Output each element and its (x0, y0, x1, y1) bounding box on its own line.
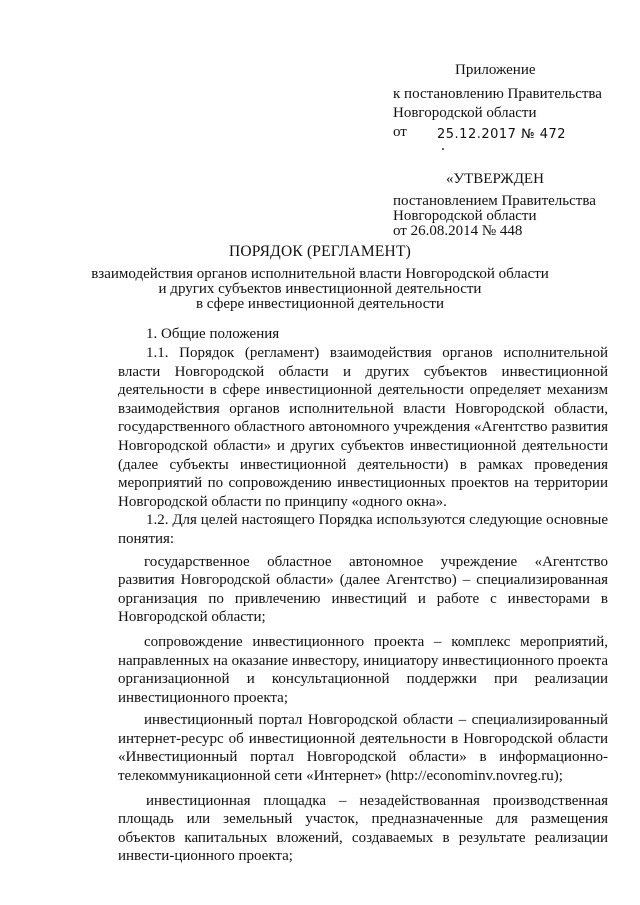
ink-dot (442, 148, 444, 150)
definition-agency: государственное областное автономное учреждение «Агентство развития Новгородской области» (далее Агентство) – специализированная организация по привлечению инвестиций и работе с инвесторами в Новгородской области; (118, 553, 608, 626)
definition-portal: инвестиционный портал Новгородской области – специализированный интернет-ресурс об инвестиционной деятельности в Новгородской области «Инвестиционный портал Новгородской области» в информационно-телекоммуникационной сети «Интернет» (http://econominv.novreg.ru); (118, 712, 608, 785)
appendix-label: Приложение (455, 62, 536, 78)
definition-site: инвестиционная площадка – незадействованная производственная площадь или земельный участок, предназначенные для размещения объектов капитальных вложений, создаваемых в результате реализации инвести-ционного проекта; (118, 792, 608, 865)
resolution-from: от (393, 124, 407, 140)
body-text (118, 344, 608, 866)
resolution-line-2: Новгородской области (393, 105, 537, 121)
definition-support: сопровождение инвестиционного проекта – комплекс мероприятий, направленных на оказание инвестору, инициатору инвестиционного проекта организационной и консультационной поддержки при реализации инвестиционного проекта; (118, 633, 608, 706)
approved-line-2: Новгородской области (393, 208, 537, 224)
section-heading: 1. Общие положения (146, 326, 280, 342)
subtitle-line-1: взаимодействия органов исполнительной власти Новгородской области (91, 266, 549, 282)
document-title: ПОРЯДОК (РЕГЛАМЕНТ) (229, 243, 411, 260)
subtitle-line-3: в сфере инвестиционной деятельности (195, 296, 445, 312)
paragraph-1-1: 1.1. Порядок (регламент) взаимодействия органов исполнительной власти Новгородской области и других субъектов инвестиционной деятельности в сфере инвестиционной деятельности определяет механизм взаимодействия органов исполнительной власти Новгородской области, государственного областного автономного учреждения «Агентство развития Новгородской области» и других субъектов инвестиционной деятельности (далее субъекты инвестиционной деятельности) в рамках проведения мероприятий по сопровождению инвестиционных проектов на территории Новгородской области по принципу «одного окна». (118, 345, 608, 510)
approved-line-3: от 26.08.2014 № 448 (393, 223, 523, 239)
paragraph-1-2: 1.2. Для целей настоящего Порядка используются следующие основные понятия: (118, 512, 608, 547)
subtitle-line-2: и других субъектов инвестиционной деятельности (158, 281, 482, 297)
resolution-date-number: 25.12.2017 № 472 (437, 127, 567, 142)
approved-line-1: постановлением Правительства (393, 193, 596, 209)
resolution-line-1: к постановлению Правительства (393, 86, 602, 102)
approved-label: «УТВЕРЖДЕН (446, 171, 544, 187)
